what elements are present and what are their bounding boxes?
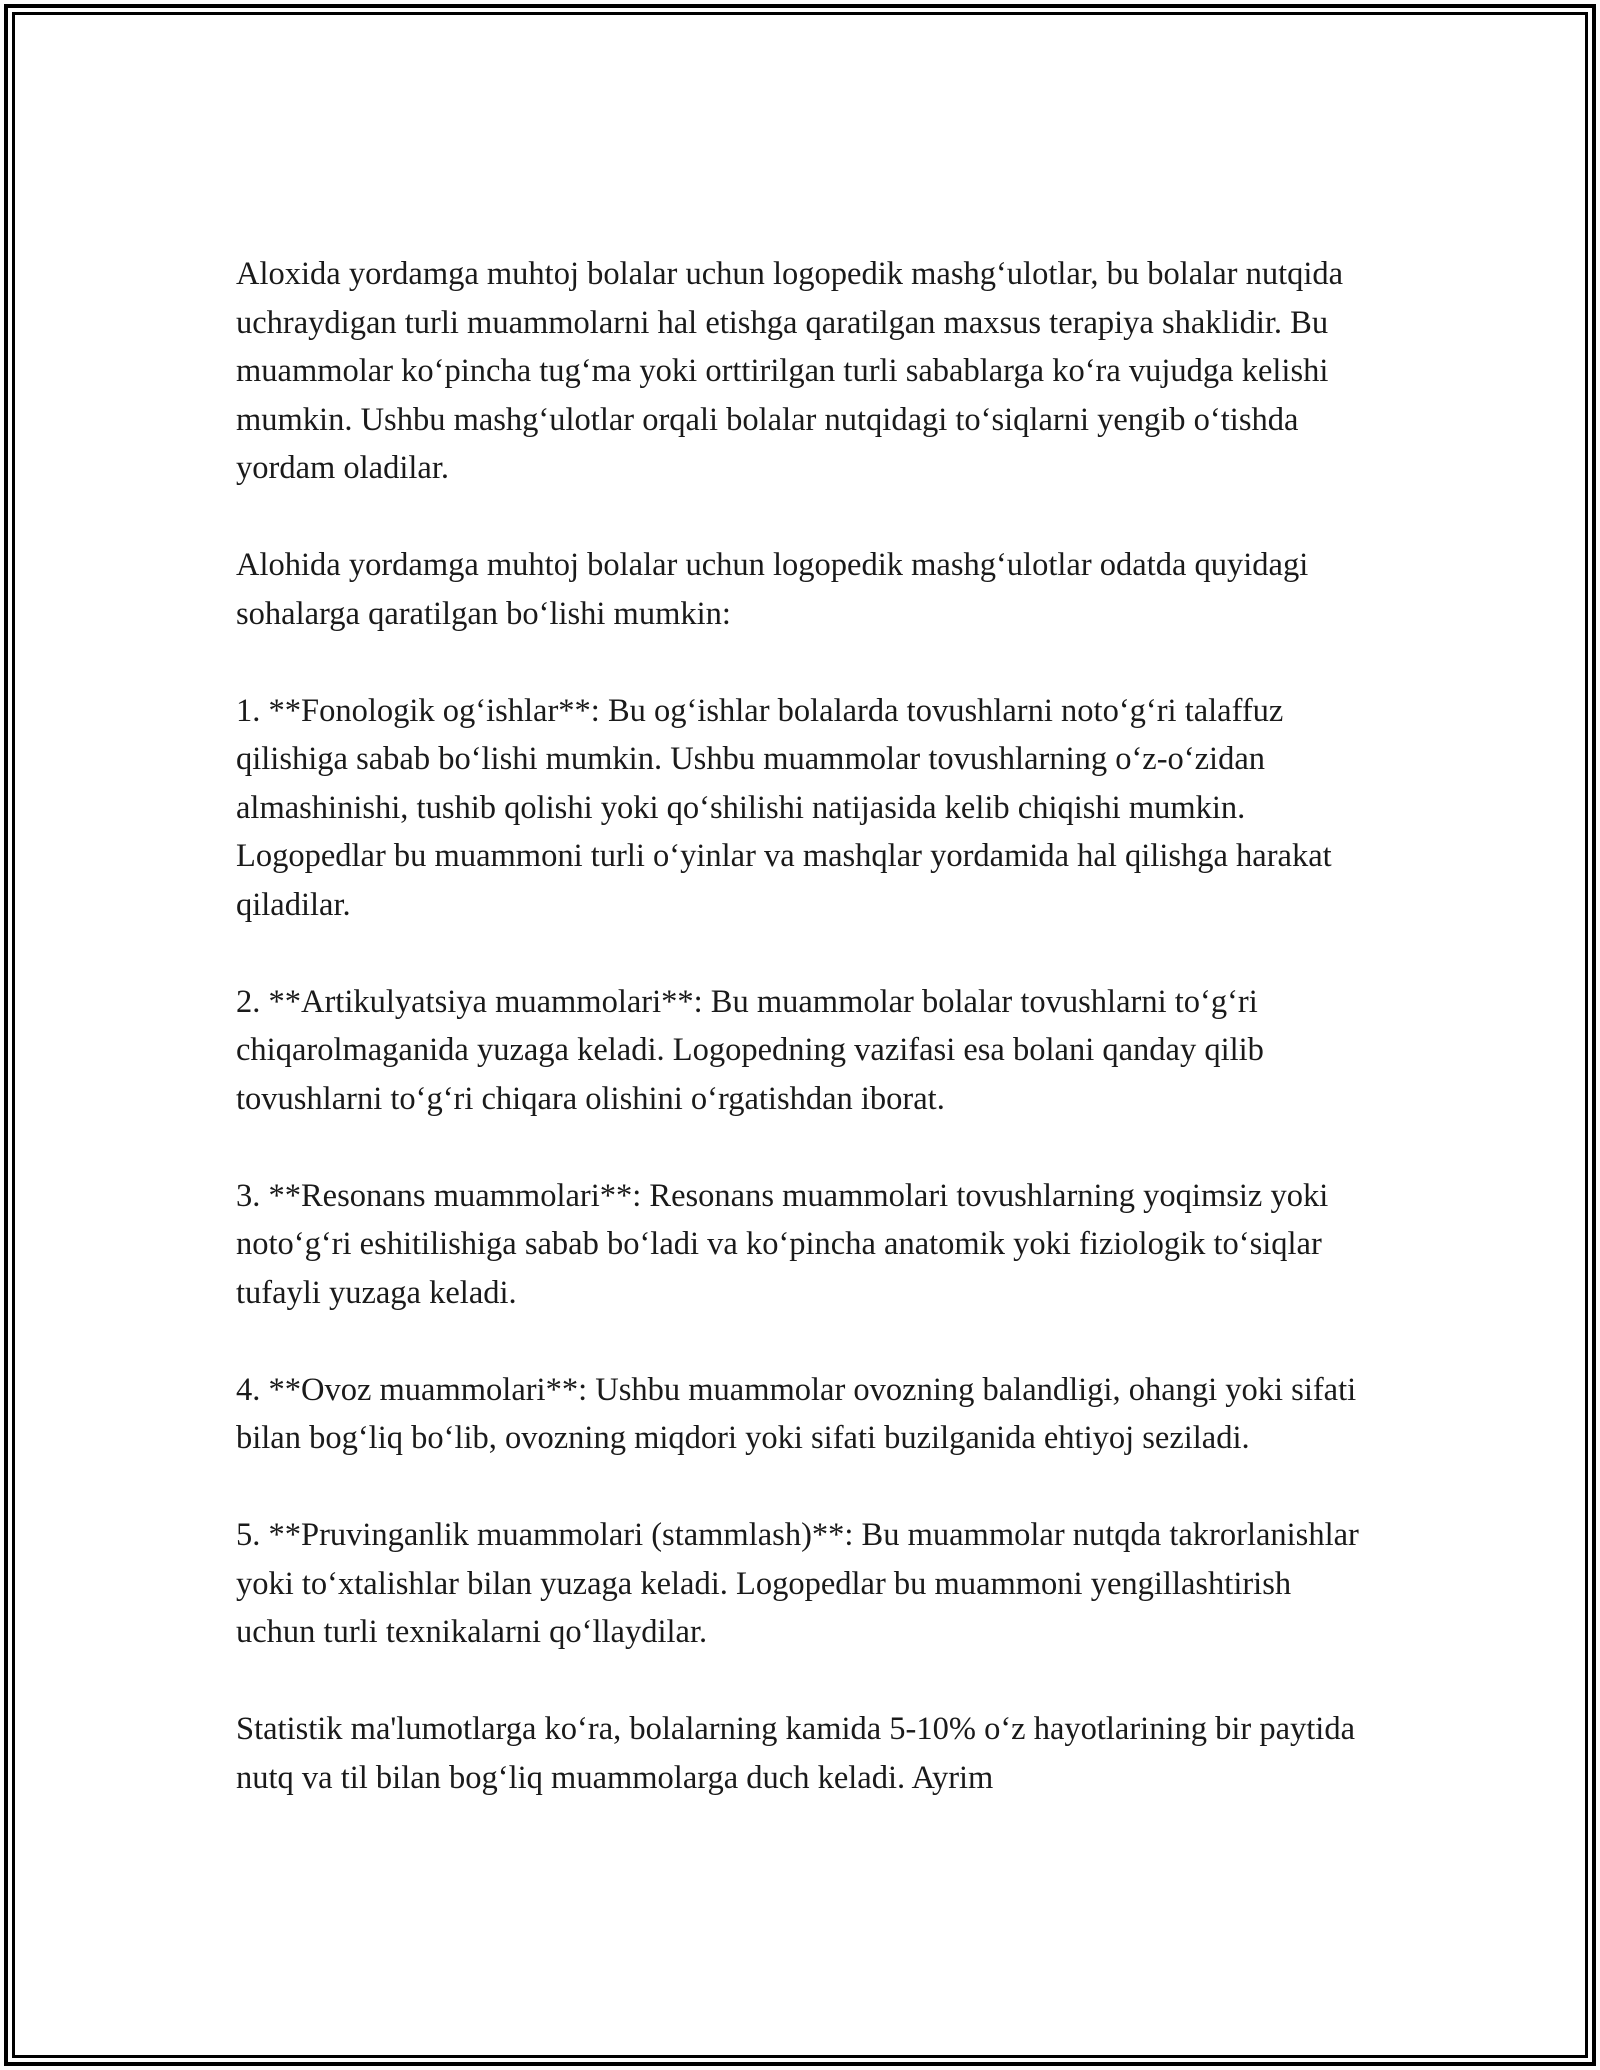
list-item-articulation: 2. **Artikulyatsiya muammolari**: Bu muammolar bolalar tovushlarni to‘g‘ri chiqarolmaganida yuzaga keladi. Logopedning vazifasi esa bolani qanday qilib tovushlarni to‘g‘ri chiqara olishini o‘rgatishdan iborat. — [236, 983, 1264, 1117]
paragraph-statistics: Statistik ma'lumotlarga ko‘ra, bolalarning kamida 5-10% o‘z hayotlarining bir paytida nutq va til bilan bog‘liq muammolarga duch keladi. Ayrim — [236, 1711, 1355, 1796]
paragraph-areas-intro: Alohida yordamga muhtoj bolalar uchun logopedik mashg‘ulotlar odatda quyidagi sohalarga qaratilgan bo‘lishi mumkin: — [236, 547, 1309, 632]
document-body — [236, 250, 1376, 1802]
list-item-voice: 4. **Ovoz muammolari**: Ushbu muammolar ovozning balandligi, ohangi yoki sifati bilan bog‘liq bo‘lib, ovozning miqdori yoki sifati buzilganida ehtiyoj seziladi. — [236, 1371, 1357, 1456]
list-item-stuttering: 5. **Pruvinganlik muammolari (stammlash)**: Bu muammolar nutqda takrorlanishlar yoki to‘xtalishlar bilan yuzaga keladi. Logopedlar bu muammoni yengillashtirish uchun turli texnikalarni qo‘llaydilar. — [236, 1517, 1359, 1650]
list-item-phonological: 1. **Fonologik og‘ishlar**: Bu og‘ishlar bolalarda tovushlarni noto‘g‘ri talaffuz qilishiga sabab bo‘lishi mumkin. Ushbu muammolar tovushlarning o‘z-o‘zidan almashinishi, tushib qolishi yoki qo‘shilishi natijasida kelib chiqishi mumkin. Logopedlar bu muammoni turli o‘yinlar va mashqlar yordamida hal qilishga harakat qiladilar. — [236, 692, 1332, 923]
paragraph-intro: Aloxida yordamga muhtoj bolalar uchun logopedik mashg‘ulotlar, bu bolalar nutqida uchraydigan turli muammolarni hal etishga qaratilgan maxsus terapiya shaklidir. Bu muammolar ko‘pincha tug‘ma yoki orttirilgan turli sabablarga ko‘ra vujudga kelishi mumkin. Ushbu mashg‘ulotlar orqali bolalar nutqidagi to‘siqlarni yengib o‘tishda yordam oladilar. — [236, 256, 1344, 486]
list-item-resonance: 3. **Resonans muammolari**: Resonans muammolari tovushlarning yoqimsiz yoki noto‘g‘ri eshitilishiga sabab bo‘ladi va ko‘pincha anatomik yoki fiziologik to‘siqlar tufayli yuzaga keladi. — [236, 1177, 1329, 1311]
